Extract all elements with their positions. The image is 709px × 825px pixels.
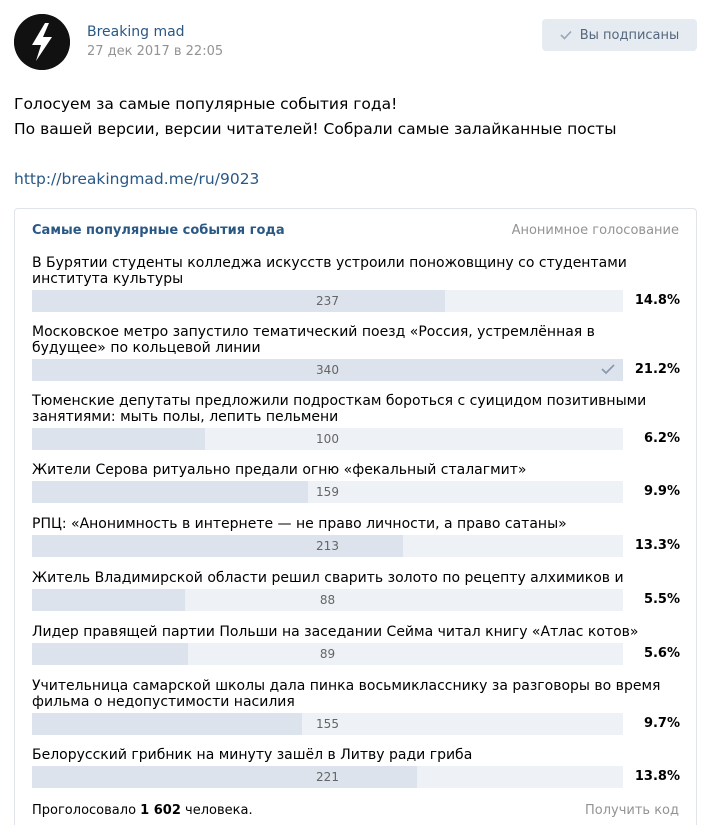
poll-option-percent: 9.7% bbox=[643, 716, 680, 731]
get-code-link[interactable]: Получить код bbox=[584, 803, 679, 818]
subscribed-label: Вы подписаны bbox=[579, 27, 680, 43]
poll-option-text: Учительница самарской школы дала пинка восьмикласснику за разговоры во время фильма о недопустимости насилия bbox=[32, 678, 661, 710]
votes-suffix: человека. bbox=[185, 803, 253, 818]
poll-option-votes: 155 bbox=[316, 717, 339, 731]
poll-option-text: РПЦ: «Анонимность в интернете — не право личности, а право сатаны» bbox=[32, 516, 567, 532]
poll-option-percent: 13.3% bbox=[634, 538, 680, 553]
poll-option-text: Жители Серова ритуально предали огню «фекальный сталагмит» bbox=[32, 462, 527, 478]
poll-option-percent: 13.8% bbox=[634, 769, 680, 784]
poll-option-votes: 159 bbox=[316, 485, 339, 499]
poll-option[interactable] bbox=[32, 462, 682, 499]
poll-option-text: Лидер правящей партии Польши на заседании Сейма читал книгу «Атлас котов» bbox=[32, 624, 639, 640]
poll-option-bar[interactable] bbox=[32, 713, 623, 735]
poll-option-bar[interactable] bbox=[32, 290, 623, 312]
poll-option-bar[interactable] bbox=[32, 481, 623, 503]
poll-option[interactable] bbox=[32, 255, 682, 308]
poll-option-votes: 340 bbox=[316, 363, 339, 377]
poll-type: Анонимное голосование bbox=[511, 223, 679, 238]
poll-option-bar[interactable] bbox=[32, 535, 623, 557]
poll-option-percent: 5.6% bbox=[643, 646, 680, 661]
poll-title: Самые популярные события года bbox=[32, 223, 285, 238]
poll-option-bar[interactable] bbox=[32, 766, 623, 788]
poll-option[interactable] bbox=[32, 393, 682, 446]
poll-option-bar[interactable] bbox=[32, 428, 623, 450]
poll-option-text: Московское метро запустило тематический поезд «Россия, устремлённая в будущее» по кольцевой линии bbox=[32, 324, 595, 356]
poll-option[interactable] bbox=[32, 678, 682, 731]
poll bbox=[14, 208, 697, 825]
post-date[interactable]: 27 дек 2017 в 22:05 bbox=[87, 44, 224, 59]
total-votes: 1 602 bbox=[140, 803, 181, 818]
poll-option-votes: 213 bbox=[316, 539, 339, 553]
author-name[interactable]: Breaking mad bbox=[87, 24, 185, 40]
poll-option-bar[interactable] bbox=[32, 643, 623, 665]
poll-option-votes: 89 bbox=[319, 647, 336, 661]
poll-option-votes: 237 bbox=[316, 294, 339, 308]
poll-option-votes: 221 bbox=[316, 770, 339, 784]
poll-option-text: Тюменские депутаты предложили подросткам бороться с суицидом позитивными занятиями: мыть полы, лепить пельмени bbox=[32, 393, 647, 425]
post-text bbox=[14, 92, 694, 142]
poll-option[interactable] bbox=[32, 324, 682, 377]
post-text-line: По вашей версии, версии читателей! Собрали самые залайканные посты bbox=[14, 120, 617, 138]
poll-option-votes: 88 bbox=[319, 593, 336, 607]
poll-option-text: Житель Владимирской области решил сварить золото по рецепту алхимиков и bbox=[32, 570, 624, 586]
poll-option[interactable] bbox=[32, 747, 682, 784]
votes-prefix: Проголосовало bbox=[32, 803, 137, 818]
poll-option-percent: 6.2% bbox=[643, 431, 680, 446]
poll-option-bar[interactable] bbox=[32, 359, 623, 381]
poll-option[interactable] bbox=[32, 624, 682, 661]
check-icon bbox=[560, 30, 572, 40]
poll-option[interactable] bbox=[32, 516, 682, 553]
poll-option-percent: 14.8% bbox=[634, 293, 680, 308]
poll-footer bbox=[32, 803, 253, 818]
selected-check-icon bbox=[601, 363, 615, 375]
lightning-icon bbox=[14, 14, 70, 70]
post-link[interactable]: http://breakingmad.me/ru/9023 bbox=[14, 170, 260, 188]
poll-option-bar[interactable] bbox=[32, 589, 623, 611]
avatar[interactable] bbox=[14, 14, 70, 70]
poll-option-percent: 9.9% bbox=[643, 484, 680, 499]
poll-option-percent: 21.2% bbox=[634, 362, 680, 377]
poll-option-percent: 5.5% bbox=[643, 592, 680, 607]
post-text-line: Голосуем за самые популярные события года! bbox=[14, 95, 398, 113]
poll-option[interactable] bbox=[32, 570, 682, 607]
subscribed-button[interactable] bbox=[542, 19, 697, 51]
post-header bbox=[14, 14, 697, 70]
poll-option-text: В Бурятии студенты колледжа искусств устроили поножовщину со студентами института культуры bbox=[32, 255, 627, 287]
poll-option-text: Белорусский грибник на минуту зашёл в Литву ради гриба bbox=[32, 747, 473, 763]
poll-option-votes: 100 bbox=[316, 432, 339, 446]
